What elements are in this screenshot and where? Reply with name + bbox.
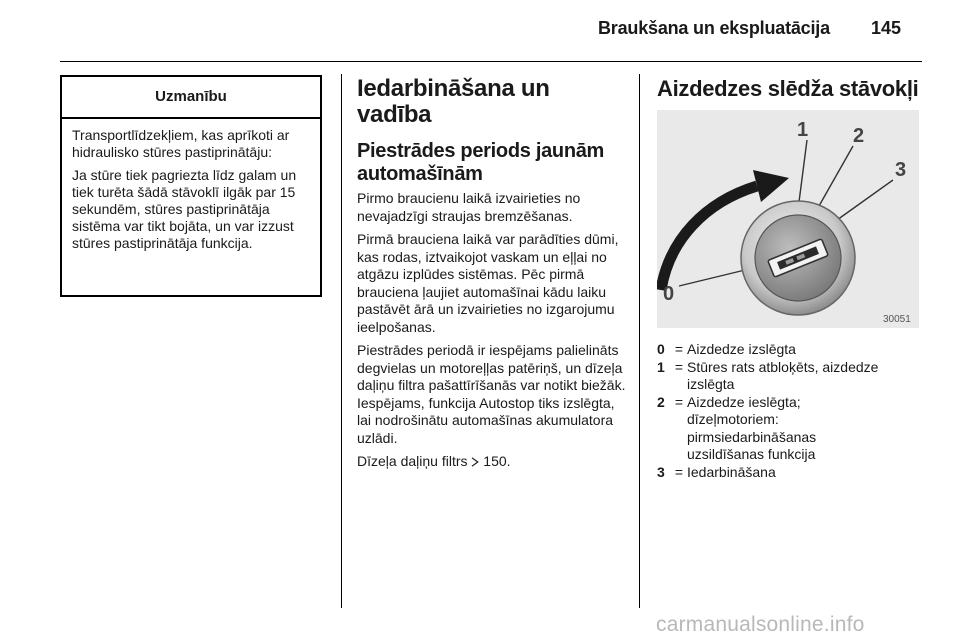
subsection-heading: Piestrādes periods jaunām automašīnām [357, 140, 605, 185]
legend-item [657, 394, 927, 464]
legend-text: Aizdedze izslēgta [687, 341, 796, 357]
warning-paragraph-2: Ja stūre tiek pagriezta līdz galam un tiek turēta šādā stāvoklī ilgāk par 15 sekundēm, stūres pastiprinātāja sistēma var tikt bojāta, un var izzust stūres pastiprinātāja funkcija. [72, 167, 297, 251]
legend-equals: = [674, 463, 684, 480]
legend-text: Iedarbināšana [687, 463, 776, 480]
legend-item [657, 464, 927, 482]
legend-equals: = [674, 393, 684, 410]
chapter-title: Braukšana un ekspluatācija [598, 18, 830, 38]
figure-code: 30051 [883, 314, 911, 325]
paragraph-2: Pirmā brauciena laikā var parādīties dūmi, kas rodas, iztvaikojot vaskam un eļļai no atgāzu izplūdes sistēmas. Pēc pirmā brauciena ļaujiet automašīnai kādu laiku pastāvēt ārā un izvairieties no izgarojumu ieelpošanas. [357, 231, 619, 335]
page-number: 145 [871, 18, 902, 38]
legend-key: 0 [657, 341, 665, 357]
legend-equals: = [674, 341, 684, 357]
section-heading: Iedarbināšana un vadība [357, 75, 550, 128]
middle-column [357, 76, 627, 477]
position-label-0: 0 [663, 283, 675, 305]
legend-key: 1 [657, 358, 665, 375]
ignition-legend [657, 341, 927, 481]
legend-key: 3 [657, 463, 665, 480]
legend-equals: = [674, 358, 684, 375]
legend-key: 2 [657, 393, 665, 410]
ignition-switch-illustration [657, 110, 919, 328]
legend-item [657, 341, 927, 359]
legend-text: Stūres rats atbloķēts, aizdedze izslēgta [687, 358, 879, 392]
right-column [657, 76, 927, 480]
position-label-1: 1 [797, 119, 809, 141]
ignition-heading: Aizdedzes slēdža stāvokļi [657, 76, 919, 101]
legend-item [657, 359, 927, 394]
warning-body [62, 119, 320, 252]
column-divider-right [639, 74, 640, 608]
site-watermark: carmanualsonline.info [656, 613, 865, 636]
position-label-2: 2 [853, 125, 865, 147]
paragraph-1: Pirmo braucienu laikā izvairieties no nevajadzīgi straujas bremzēšanas. [357, 190, 581, 224]
crossref-text: Dīzeļa daļiņu filtrs [357, 453, 468, 469]
header-rule [60, 61, 922, 62]
crossref-page-link[interactable]: 150. [483, 453, 511, 469]
warning-box [60, 75, 322, 297]
warning-paragraph-1: Transportlīdzekļiem, kas aprīkoti ar hidraulisko stūres pastiprinātāju: [72, 127, 290, 160]
legend-text: Aizdedze ieslēgta; dīzeļmotoriem: pirmsiedarbināšanas uzsildīšanas funkcija [687, 393, 817, 462]
crossref-arrow-icon [471, 457, 479, 467]
crossref-paragraph [357, 453, 627, 471]
column-divider-left [341, 74, 342, 608]
warning-title: Uzmanību [62, 77, 320, 119]
position-label-3: 3 [895, 159, 907, 181]
paragraph-3: Piestrādes periodā ir iespējams palielināts degvielas un motoreļļas patēriņš, un dīzeļa daļiņu filtra pašattīrīšanās var notikt biežāk. Iespējams, funkcija Autostop tiks izslēgta, lai nodrošinātu automašīnas akumulatora uzlādi. [357, 342, 626, 446]
